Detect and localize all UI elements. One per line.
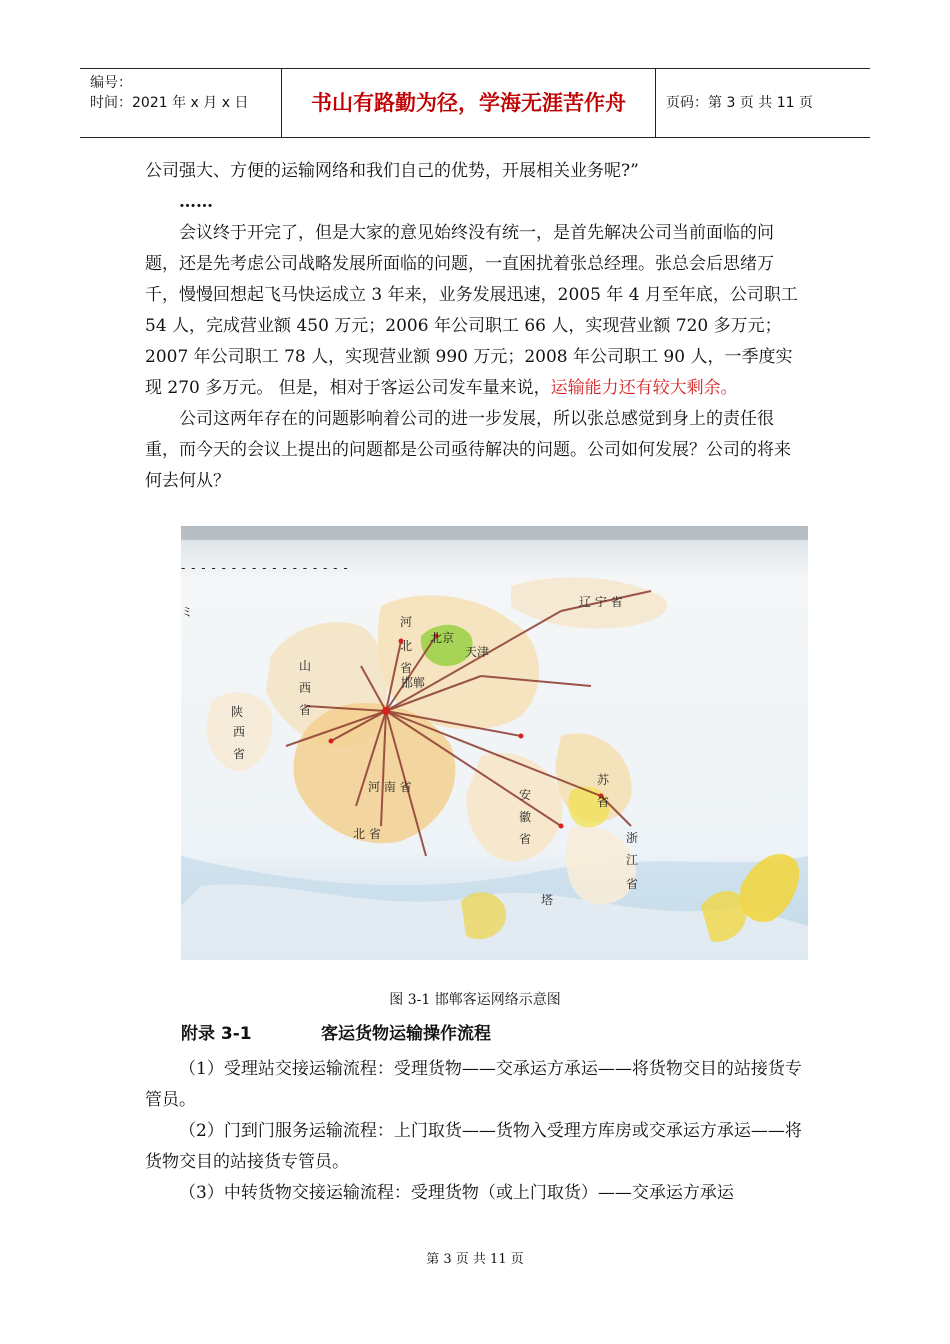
document-date: 时间：2021 年 x 月 x 日: [90, 95, 249, 111]
label-shaanxi-3: 省: [233, 747, 246, 761]
header-meta: [80, 69, 282, 137]
label-shanxi-2: 西: [299, 681, 312, 695]
appendix-heading: [181, 1019, 491, 1044]
figure-caption: 图 3-1 邯郸客运网络示意图: [389, 992, 561, 1008]
list-item: （3）中转货物交接运输流程：受理货物（或上门取货）——交承运方承运: [179, 1183, 734, 1203]
label-hebei-1: 河: [400, 615, 413, 629]
body-text: [145, 156, 807, 497]
list-item: （1）受理站交接运输流程：受理货物——交承运方承运——将货物交目的站接货专管员。: [145, 1059, 802, 1110]
label-anhui-1: 安: [519, 788, 532, 802]
label-zhejiang-3: 省: [626, 877, 639, 891]
appendix-title: 客运货物运输操作流程: [321, 1024, 491, 1044]
header-motto: 书山有路勤为径，学海无涯苦作舟: [282, 69, 656, 137]
paragraph-1: 公司强大、方便的运输网络和我们自己的优势，开展相关业务呢?”: [145, 161, 639, 181]
label-shanxi-3: 省: [299, 703, 312, 717]
label-handan: 邯郸: [401, 676, 426, 690]
map-top-band: [181, 526, 808, 540]
paragraph-2: [145, 218, 807, 404]
process-list: [145, 1054, 807, 1209]
label-henan: 河 南 省: [368, 780, 412, 794]
label-shaanxi-2: 西: [233, 725, 246, 739]
paragraph-2-text: 会议终于开完了，但是大家的意见始终没有统一，是首先解决公司当前面临的问题，还是先考虑公司战略发展所面临的问题，一直困扰着张总经理。张总会后思绪万千，慢慢回想起飞马快运成立 3 年来，业务发展迅速，2005 年 4 月至年底，公司职工 54 人，完成营业额 450 万元；2006 年公司职工 66 人，实现营业额 720 多万元；2007 年公司职工 78 人，实现营业额 990 万元；2008 年公司职工 90 人，一季度实现 270 多万元。 但是，相对于客运公司发车量来说，: [145, 223, 798, 398]
map-edge-char: ミ: [181, 605, 194, 619]
station-dot: [329, 739, 334, 744]
network-map-figure: [181, 526, 808, 960]
station-dot: [519, 734, 524, 739]
label-bottom-char: 塔: [541, 893, 554, 907]
label-jiangsu-1: 苏: [597, 773, 610, 787]
label-hebei-3: 省: [400, 661, 413, 675]
appendix-number: 附录 3-1: [181, 1024, 252, 1044]
label-hebei-2: 北: [400, 639, 413, 653]
network-map: [181, 526, 808, 960]
header-page-number: 页码：第 3 页 共 11 页: [666, 95, 813, 111]
paragraph-3: 公司这两年存在的问题影响着公司的进一步发展，所以张总感觉到身上的责任很重，而今天的会议上提出的问题都是公司亟待解决的问题。公司如何发展？公司的将来何去何从？: [145, 409, 791, 491]
label-anhui-2: 徽: [519, 810, 532, 824]
label-beijing: 北京: [430, 631, 455, 645]
highlighted-text: 运输能力还有较大剩余。: [550, 378, 738, 398]
ellipsis: ……: [179, 192, 213, 212]
label-zhejiang-2: 江: [626, 853, 639, 867]
page-footer: 第 3 页 共 11 页: [426, 1252, 524, 1267]
list-item: （2）门到门服务运输流程：上门取货——货物入受理方库房或交承运方承运——将货物交目的站接货专管员。: [145, 1121, 802, 1172]
label-tianjin: 天津: [465, 645, 490, 659]
label-shaanxi-1: 陕: [231, 705, 244, 719]
label-liaoning: 辽 宁 省: [579, 595, 623, 609]
station-dot: [559, 824, 564, 829]
label-jiangsu-2: 省: [597, 795, 610, 809]
label-shanxi-1: 山: [299, 659, 312, 673]
document-number-label: 编号：: [90, 75, 132, 91]
hub-station: [382, 707, 390, 715]
label-anhui-3: 省: [519, 832, 532, 846]
label-zhejiang-1: 浙: [626, 831, 639, 845]
map-dashes: - - - - - - - - - - - - - - - - -: [181, 561, 349, 575]
page-header: [80, 68, 870, 138]
label-hubei: 北 省: [353, 827, 381, 841]
